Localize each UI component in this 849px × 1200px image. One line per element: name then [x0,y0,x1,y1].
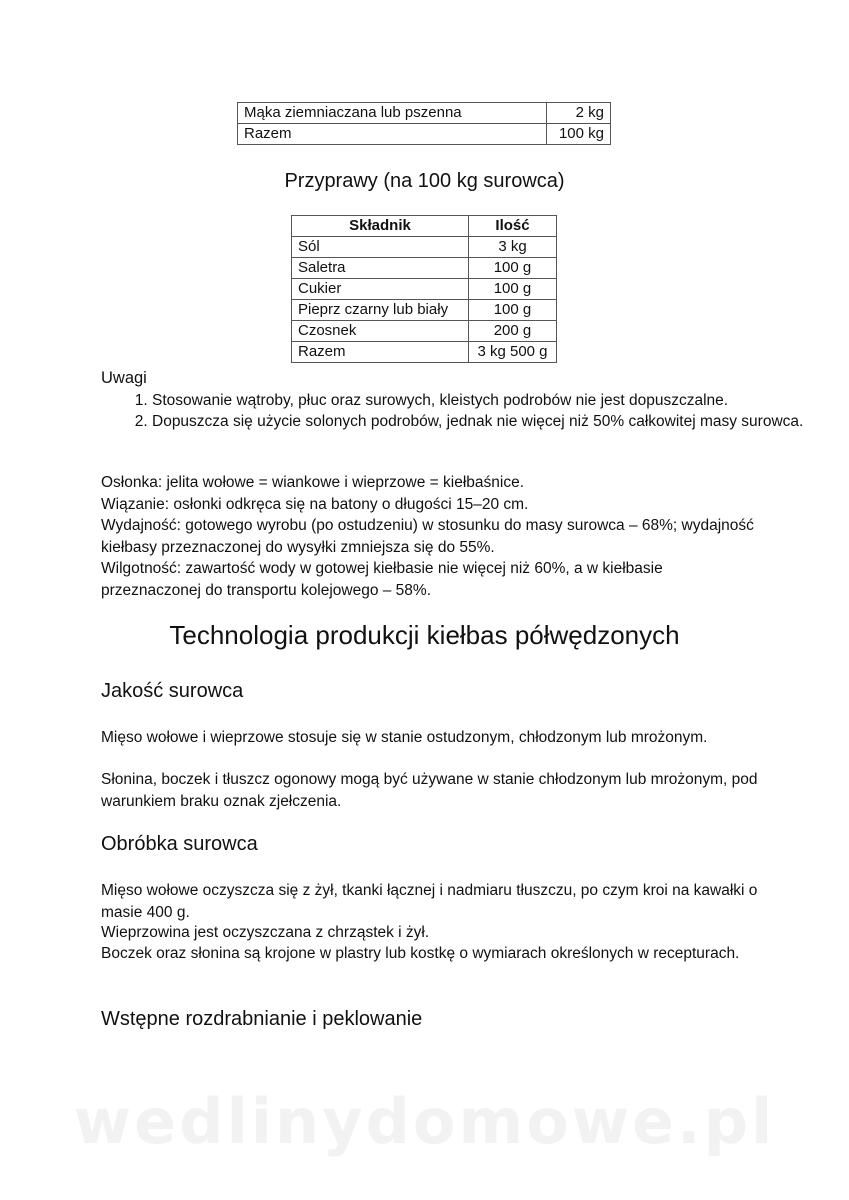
spice-qty: 100 g [469,279,557,300]
ingredients-table-continuation [237,102,611,145]
notes-list [101,390,812,432]
table-row [238,124,611,145]
processing-paragraph-2: Wieprzowina jest oczyszczana z chrząstek i żył. [101,924,430,941]
processing-paragraph-3: Boczek oraz słonina są krojone w plastry lub kostkę o wymiarach określonych w recepturach. [101,945,740,962]
spice-name: Pieprz czarny lub biały [292,300,469,321]
processing-heading: Obróbka surowca [101,833,258,855]
spice-name: Czosnek [292,321,469,342]
note-item: 1. Stosowanie wątroby, płuc oraz surowych, kleistych podrobów nie jest dopuszczalne. [152,390,812,411]
processing-paragraph-1: Mięso wołowe oczyszcza się z żył, tkanki łącznej i nadmiaru tłuszczu, po czym kroi na kawałki o masie 400 g. [101,882,758,921]
spice-name: Saletra [292,258,469,279]
quality-paragraph-1: Mięso wołowe i wieprzowe stosuje się w stanie ostudzonym, chłodzonym lub mrożonym. [101,729,708,746]
quality-heading: Jakość surowca [101,680,244,702]
ingredient-qty: 100 kg [547,124,611,145]
moisture-text: Wilgotność: zawartość wody w gotowej kiełbasie nie więcej niż 60%, a w kiełbasie przeznaczonej do transportu kolejowego – 58%. [101,560,663,599]
spices-table [291,215,557,363]
note-item: 2. Dopuszcza się użycie solonych podrobów, jednak nie więcej niż 50% całkowitej masy surowca. [152,411,812,432]
quality-paragraph-2: Słonina, boczek i tłuszcz ogonowy mogą być używane w stanie chłodzonym lub mrożonym, pod warunkiem braku oznak zjełczenia. [101,771,758,810]
yield-text: Wydajność: gotowego wyrobu (po ostudzeniu) w stosunku do masy surowca – 68%; wydajność kiełbasy przeznaczonej do wysyłki zmniejsza się do 55%. [101,517,754,556]
table-row [292,321,557,342]
table-row [292,279,557,300]
ingredient-name: Razem [238,124,547,145]
table-row [292,300,557,321]
column-header-ingredient: Składnik [292,216,469,237]
spice-name: Sól [292,237,469,258]
notes-title: Uwagi [101,369,147,387]
spice-qty: 200 g [469,321,557,342]
watermark: wedlinydomowe.pl [73,1085,776,1158]
tying-text: Wiązanie: osłonki odkręca się na batony o długości 15–20 cm. [101,496,529,513]
ingredient-qty: 2 kg [547,103,611,124]
ingredient-name: Mąka ziemniaczana lub pszenna [238,103,547,124]
main-title: Technologia produkcji kiełbas półwędzonych [169,620,680,650]
spices-heading: Przyprawy (na 100 kg surowca) [284,170,565,192]
spice-qty: 3 kg 500 g [469,342,557,363]
grinding-heading: Wstępne rozdrabnianie i peklowanie [101,1008,423,1030]
table-row [292,342,557,363]
table-row [292,258,557,279]
spice-qty: 3 kg [469,237,557,258]
table-header-row [292,216,557,237]
spice-name: Razem [292,342,469,363]
table-row [238,103,611,124]
table-row [292,237,557,258]
spice-name: Cukier [292,279,469,300]
spice-qty: 100 g [469,258,557,279]
spice-qty: 100 g [469,300,557,321]
casing-text: Osłonka: jelita wołowe = wiankowe i wieprzowe = kiełbaśnice. [101,474,525,491]
column-header-qty: Ilość [469,216,557,237]
